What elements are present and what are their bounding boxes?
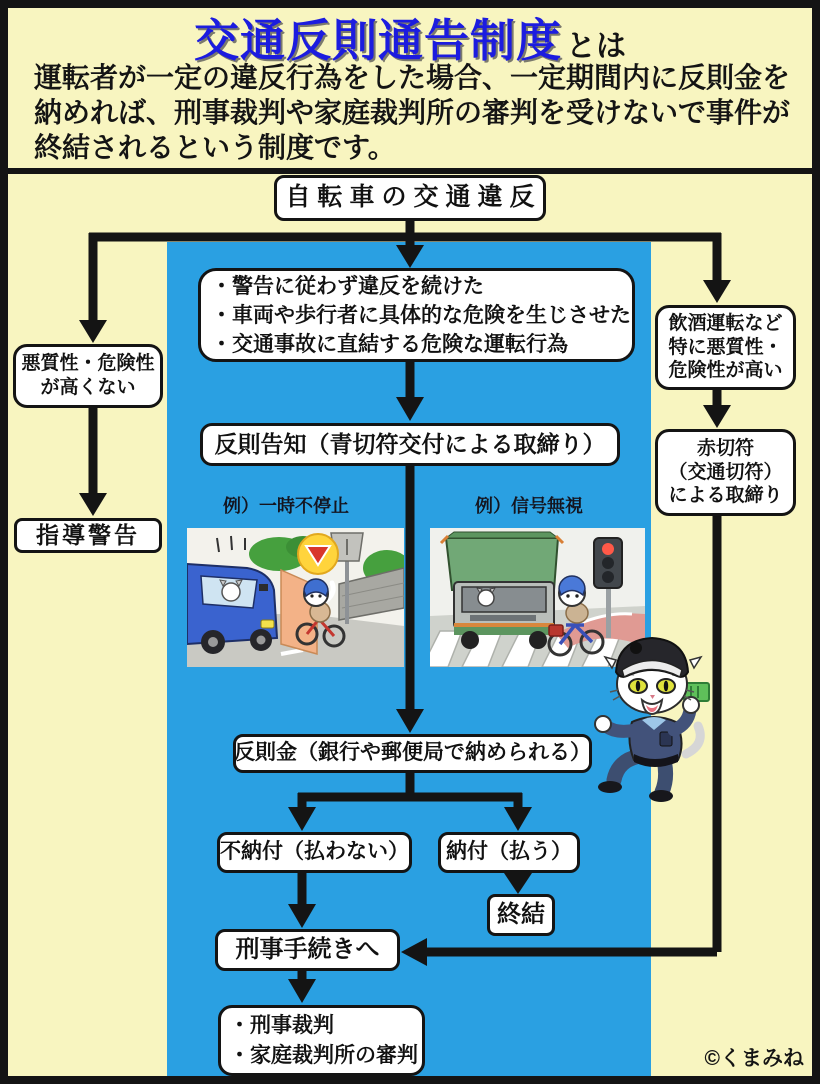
example-label-red-light: 例）信号無視: [475, 496, 583, 516]
left-condition-box: 悪質性・危険性 が高くない: [13, 344, 163, 408]
criteria-box: ・警告に従わず違反を続けた ・車両や歩行者に具体的な危険を生じさせた ・交通事故に直結する危険な運転行為: [198, 268, 635, 362]
criminal-procedure-box: 刑事手続きへ: [215, 929, 400, 971]
example-label-no-stop: 例）一時不停止: [223, 496, 349, 516]
description-line: 終結されるという制度です。: [34, 132, 396, 163]
description: [34, 60, 790, 165]
description-line: 運転者が一定の違反行為をした場合、一定期間内に反則金を: [34, 62, 791, 93]
page-title-suffix: とは: [566, 30, 626, 63]
page-title: 交通反則通告制度: [193, 15, 562, 66]
pointing-paw: [595, 716, 611, 732]
court-box: ・刑事裁判 ・家庭裁判所の審判: [218, 1005, 425, 1076]
stop-sign-icon: [298, 534, 338, 574]
description-line: 納めれば、刑事裁判や家庭裁判所の審判を受けないで事件が: [34, 97, 791, 128]
root-box-bicycle-violation: 自転車の交通違反: [274, 175, 546, 221]
illustration-stop-sign-scene: [187, 528, 404, 667]
garbage-truck: [441, 532, 563, 649]
copyright-text: ©くまみね: [704, 1047, 804, 1070]
nonpayment-box: 不納付（払わない）: [217, 832, 412, 873]
header-separator: [0, 168, 820, 174]
right-condition-box: 飲酒運転など 特に悪質性・ 危険性が高い: [655, 305, 796, 390]
payment-box: 納付（払う）: [438, 832, 580, 873]
red-ticket-box: 赤切符 （交通切符） による取締り: [655, 429, 796, 516]
settlement-box: 終結: [487, 894, 555, 936]
fine-box: 反則金（銀行や郵便局で納められる）: [233, 734, 592, 773]
police-cat-mascot: [594, 626, 714, 802]
violation-notice-box: 反則告知（青切符交付による取締り）: [200, 423, 620, 466]
guidance-warning-box: 指導警告: [14, 518, 162, 553]
